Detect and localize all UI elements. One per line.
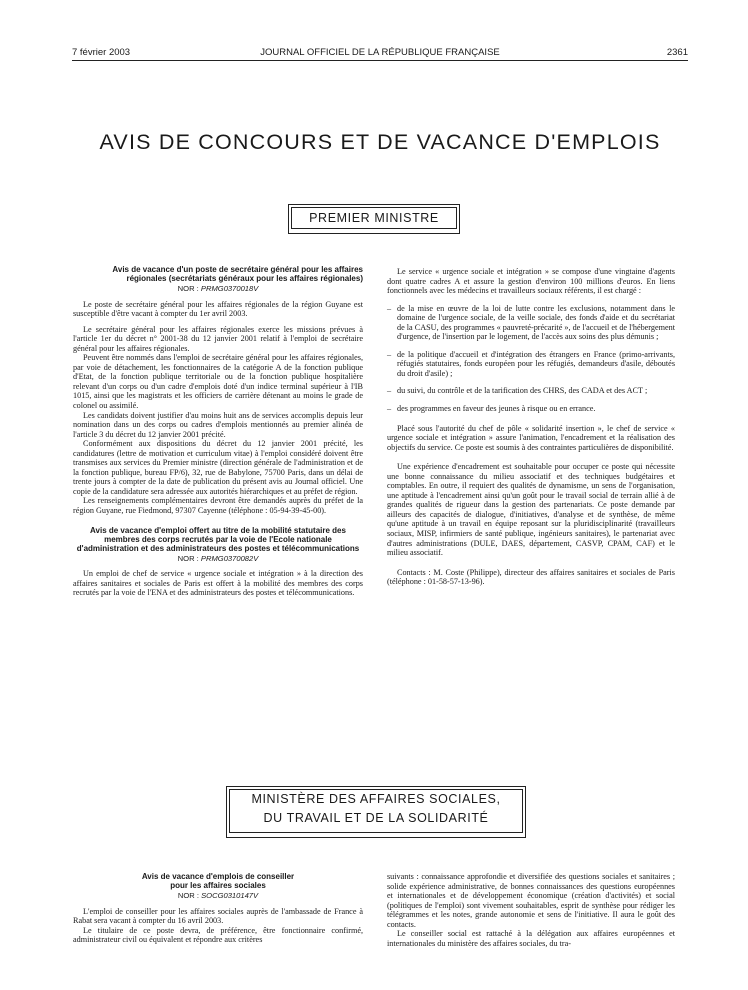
column-left-bottom xyxy=(73,872,363,945)
paragraph: Le service « urgence sociale et intégration » se compose d'une vingtaine d'agents dont quatre cadres A et assure la gestion d'environ 100 millions d'euros. En liens fonctionnels avec les médecins et travailleurs sociaux référents, il est chargé : xyxy=(387,267,675,296)
section-title: PREMIER MINISTRE xyxy=(291,207,457,229)
section-box-premier-ministre xyxy=(288,204,460,234)
header-page-number: 2361 xyxy=(666,47,688,58)
column-right-top xyxy=(387,267,675,587)
paragraph: Le poste de secrétaire général pour les affaires régionales de la région Guyane est susceptible d'être vacant à compter du 1er avril 2003. xyxy=(73,299,363,319)
paragraph: Le secrétaire général pour les affaires régionales exerce les missions prévues à l'article 1er du décret n° 2001-38 du 12 janvier 2001 relatif à l'emploi de secrétaire général pour les affaires régionales. xyxy=(73,324,363,353)
nor-reference xyxy=(73,554,363,564)
paragraph: Conformément aux dispositions du décret du 12 janvier 2001 précité, les candidatures (lettre de motivation et curriculum vitae) à l'emploi considéré doivent être transmises aux services du Premier ministre (direction générale de l'administration et de la fonction publique, bureau FP/6), 32, rue de Babylone, 75700 Paris, dans un délai de trente jours à compter de la date de publication du présent avis au Journal officiel. Une copie de la candidature sera adressée aux autorités hiérarchiques et au préfet de région. xyxy=(73,439,363,496)
header-date: 7 février 2003 xyxy=(72,47,131,58)
paragraph: Le conseiller social est rattaché à la délégation aux affaires européennes et internationales du ministère des affaires sociales, du tra- xyxy=(387,929,675,948)
list-item: – du suivi, du contrôle et de la tarification des CHRS, des CADA et des ACT ; xyxy=(387,386,648,396)
nor-reference xyxy=(73,891,363,901)
nor-code: PRMG0370082V xyxy=(200,553,259,563)
article-title: Avis de vacance d'un poste de secrétaire général pour les affaires régionales (secrétariats généraux pour les affaires régionales) xyxy=(112,265,363,283)
paragraph: L'emploi de conseiller pour les affaires sociales auprès de l'ambassade de France à Rabat sera vacant à compter du 16 avril 2003. xyxy=(73,906,363,926)
article-title-line: pour les affaires sociales xyxy=(170,881,266,890)
paragraph: Peuvent être nommés dans l'emploi de secrétaire général pour les affaires régionales, par voie de détachement, les fonctionnaires de la catégorie A de la fonction publique d'Etat, de la fonction publique territoriale ou de la fonction publique hospitalière relevant d'un corps ou d'un cadre d'emplois doté d'un indice terminal supérieur à l'IB 1015, ainsi que les magistrats et les officiers de carrière détenant au moins le grade de colonel ou assimilé. xyxy=(73,353,363,411)
paragraph: suivants : connaissance approfondie et diversifiée des questions sociales et sanitaires ; solide expérience administrative, de bonnes connaissances des questions européennes et internationales et de développement économique (création d'activités) et social (politiques de l'emploi) sont vivement souhaitables, esprit de synthèse pour rédiger les télégrammes et les notes, grande autonomie et sens de l'initiative. Il aura le goût des contacts. xyxy=(387,872,675,929)
nor-label: NOR : xyxy=(177,284,199,293)
responsibilities-list xyxy=(387,304,675,414)
article-title: Avis de vacance d'emploi offert au titre de la mobilité statutaire des membres des corps recrutés par la voie de l'Ecole nationale d'administration et des administrateurs des postes et télécommunications xyxy=(76,525,360,553)
page-title: AVIS DE CONCOURS ET DE VACANCE D'EMPLOIS xyxy=(99,130,661,154)
contacts-paragraph: Contacts : M. Coste (Philippe), directeur des affaires sanitaires et sociales de Paris (téléphone : 01-58-57-13-96). xyxy=(387,567,675,587)
header-journal-title: JOURNAL OFFICIEL DE LA RÉPUBLIQUE FRANÇAISE xyxy=(260,47,500,58)
article-title xyxy=(73,872,363,890)
paragraph: Les candidats doivent justifier d'au moins huit ans de services accomplis depuis leur nomination dans un des corps ou cadres d'emplois mentionnés au premier alinéa de l'article 3 du décret du 12 janvier 2001 précité. xyxy=(73,410,363,439)
nor-reference xyxy=(73,284,363,294)
paragraph: Placé sous l'autorité du chef de pôle « solidarité insertion », le chef de service « urgence sociale et intégration » assure l'animation, l'encadrement et la réalisation des objectifs du service. Ce poste est soumis à des contraintes particulières de disponibilité. xyxy=(387,423,675,452)
article-title-line: Avis de vacance d'emplois de conseiller xyxy=(141,872,295,881)
paragraph: Les renseignements complémentaires devront être demandés auprès du préfet de la région Guyane, rue Fiedmond, 97307 Cayenne (téléphone : 05-94-39-45-00). xyxy=(73,496,363,516)
list-item: – de la mise en œuvre de la loi de lutte contre les exclusions, notamment dans le domaine de l'urgence sociale, de la veille sociale, des fonds d'aide et du secrétariat de la CASU, des programmes « pauvreté-précarité », de l'accueil et de l'hébergement d'urgence, de l'insertion par le logement, de l'accès aux soins des plus démunis ; xyxy=(387,303,675,342)
nor-label: NOR : xyxy=(177,891,199,900)
section-title xyxy=(229,789,523,833)
list-item: – des programmes en faveur des jeunes à risque ou en errance. xyxy=(387,404,596,414)
section-title-line: MINISTÈRE DES AFFAIRES SOCIALES, xyxy=(251,792,501,806)
column-right-bottom xyxy=(387,872,675,948)
paragraph: Un emploi de chef de service « urgence sociale et intégration » à la direction des affaires sanitaires et sociales de Paris est offert à la mobilité des membres des corps recrutés par la voie de l'ENA et des administrateurs des postes et télécommunications. xyxy=(73,569,363,598)
header-rule xyxy=(72,60,688,61)
paragraph: Le titulaire de ce poste devra, de préférence, être fonctionnaire confirmé, administrateur civil ou équivalent et répondre aux critères xyxy=(73,925,363,945)
section-box-ministere-affaires-sociales xyxy=(226,786,526,838)
section-title-line: DU TRAVAIL ET DE LA SOLIDARITÉ xyxy=(263,811,489,825)
list-item: – de la politique d'accueil et d'intégration des étrangers en France (primo-arrivants, réfugiés statutaires, fonds européen pour les réfugiés, demandeurs d'asile, déboutés du droit d'asile) ; xyxy=(387,349,675,378)
nor-code: SOCG0310147V xyxy=(201,891,259,900)
nor-label: NOR : xyxy=(177,553,199,563)
paragraph: Une expérience d'encadrement est souhaitable pour occuper ce poste qui nécessite une bonne connaissance du milieu associatif et des techniques budgétaires et comptables. En outre, il requiert des qualités de dynamisme, un sens de l'organisation, une aptitude à l'encadrement ainsi qu'un goût pour le travail social de terrain allié à de grandes qualités de rigueur dans la gestion des partenariats. Ce poste demande par ailleurs des capacités de dialogue, d'initiatives, d'analyse et de synthèse, de même qu'une aptitude à un travail en équipe reposant sur la pluridisciplinarité (travailleurs sociaux, MISP, infirmiers de santé publique, ingénieurs sanitaires), le partenariat avec d'autres administrations (DULE, DAES, département, CASVP, CPAM, CAF) et le milieu associatif. xyxy=(387,462,675,558)
column-left-top xyxy=(73,265,363,598)
nor-code: PRMG0370018V xyxy=(200,284,259,293)
